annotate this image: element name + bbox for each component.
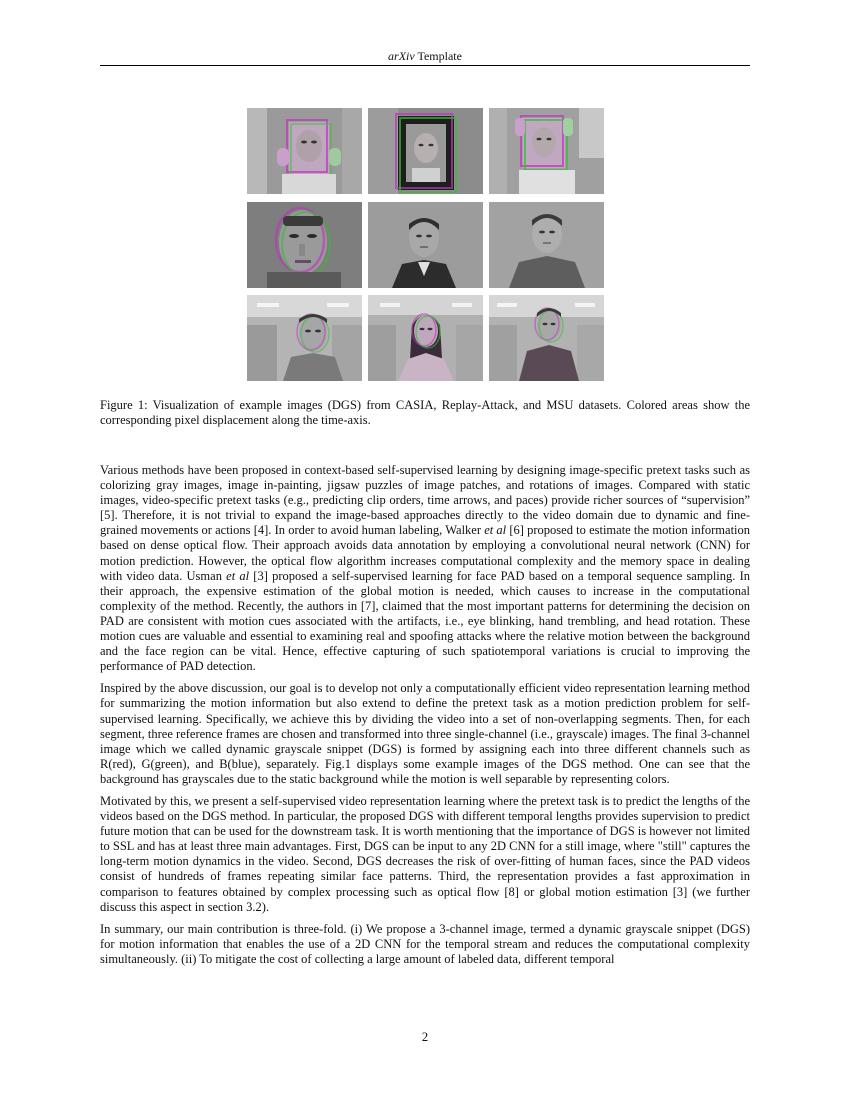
et-al-2: et al <box>226 568 250 583</box>
et-al-1: et al <box>484 523 507 538</box>
face-image <box>368 202 483 288</box>
panel-msu-man-office-2 <box>489 295 604 381</box>
face-image <box>247 202 362 288</box>
paragraph-3: Motivated by this, we present a self-supervised video representation learning where the pretext task is to predict the lengths of the videos based on the DGS method. In particular, the proposed DGS with different temporal lengths provides supervision to predict future motion that can be used for the downstream task. It is worth mentioning that the importance of DGS is however not limited to SSL and has at least three main advantages. First, DGS can be input to any 2D CNN for a still image, where "still" captures the long-term motion dynamics in the video. Second, DGS decreases the risk of over-fitting of human faces, since the PAD videos consist of hundreds of frames repeating similar face patterns. Third, the representation provides a fast approximation in comparison to features obtained by complex processing such as optical flow [8] or global motion estimation [3] (we further discuss this aspect in section 3.2). <box>100 793 750 914</box>
page-number: 2 <box>421 1030 429 1044</box>
panel-msu-woman-office <box>368 295 483 381</box>
face-image <box>489 202 604 288</box>
panel-casia-hand-photo <box>247 108 362 194</box>
face-image <box>489 295 604 381</box>
face-image <box>368 295 483 381</box>
face-image <box>489 108 604 194</box>
paragraph-2: Inspired by the above discussion, our goal is to develop not only a computationally efficient video representation learning method for summarizing the motion information but also extend to define the pretext task as a motion prediction problem for self-supervised learning. Specifically, we achieve this by dividing the video into a set of non-overlapping segments. Then, for each segment, three reference frames are chosen and transformed into three single-channel (i.e., grayscale) images. The final 3-channel image which we called dynamic grayscale snippet (DGS) is formed by assigning each into three different channels such as R(red), G(green), and B(blue), separately. Fig.1 displays some example images of the DGS method. One can see that the background has grayscales due to the static background while the motion is well separable by representing colors. <box>100 681 750 786</box>
panel-replay-man-2 <box>489 202 604 288</box>
figure-1-grid <box>247 108 604 381</box>
journal-name-rest: Template <box>414 49 462 63</box>
journal-name-italic: arXiv <box>388 49 415 63</box>
paragraph-4: In summary, our main contribution is three-fold. (i) We propose a 3-channel image, termed a dynamic grayscale snippet (DGS) for motion information that enables the use of a 2D CNN for the temporal stream and reduces the computational complexity simultaneously. (ii) To mitigate the cost of collecting a large amount of labeled data, different temporal <box>100 921 750 966</box>
face-image <box>247 295 362 381</box>
panel-casia-held-print <box>489 108 604 194</box>
figure-1-caption: Figure 1: Visualization of example images (DGS) from CASIA, Replay-Attack, and MSU datasets. Colored areas show the corresponding pixel displacement along the time-axis. <box>100 398 750 427</box>
panel-replay-close-face <box>247 202 362 288</box>
face-image <box>247 108 362 194</box>
panel-casia-tablet-photo <box>368 108 483 194</box>
panel-replay-man-1 <box>368 202 483 288</box>
paragraph-1: Various methods have been proposed in context-based self-supervised learning by designing image-specific pretext tasks such as colorizing gray images, image in-painting, jigsaw puzzles of image patches, and rotations of images. Compared with static images, video-specific pretext tasks (e.g., predicting clip orders, time arrows, and paces) provide richer sources of “supervision” [5]. Therefore, it is not trivial to expand the image-based approaches directly to the video domain due to dynamic and fine-grained movements or actions [4]. In order to avoid human labeling, Walker et al [6] proposed to estimate the motion information based on dense optical flow. Their approach avoids data annotation by employing a convolutional neural network (CNN) for motion prediction. However, the optical flow algorithm increases computational complexity and the memory space in dealing with video data. Usman et al [3] proposed a self-supervised learning for face PAD based on a temporal sequence sampling. In their approach, the expensive estimation of the global motion is needed, which causes to increase in the computational complexity of the method. Recently, the authors in [7], claimed that the most important patterns for determining the decision on PAD are consistent with motion cues associated with the artifacts, i.e., eye blinking, hand trembling, and head rotation. These motion cues are valuable and essential to examining real and spoofing attacks where the relative motion between the background and the face region can be vital. Hence, effective capturing of such spatiotemporal variations is crucial to improving the performance of PAD detection. <box>100 463 751 674</box>
panel-msu-man-office <box>247 295 362 381</box>
face-image <box>368 108 483 194</box>
body-text <box>100 463 750 967</box>
running-header <box>100 49 750 63</box>
header-rule <box>100 65 750 66</box>
